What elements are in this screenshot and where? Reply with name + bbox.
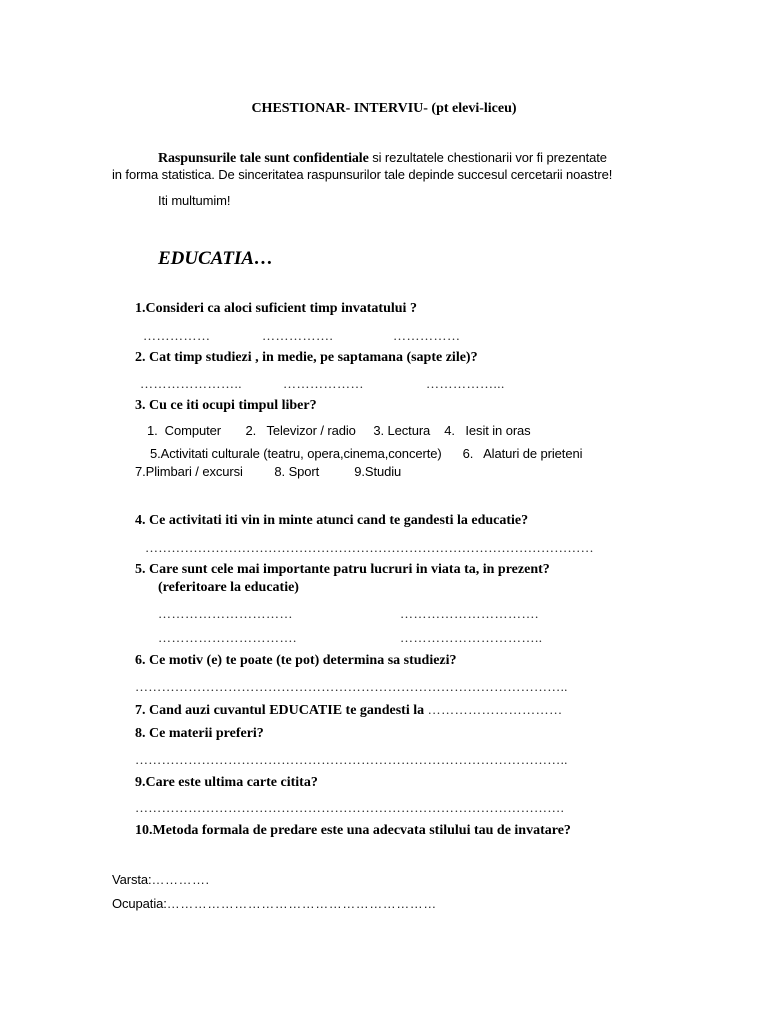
answer-blank[interactable]: ………………………… bbox=[427, 702, 563, 717]
answer-blank[interactable]: ………………………………………………………………………………………… bbox=[145, 540, 594, 555]
intro-bold-text: Raspunsurile tale sunt confidentiale bbox=[158, 151, 369, 166]
occupation-line bbox=[112, 896, 437, 912]
question-2: 2. Cat timp studiezi , in medie, pe saptamana (sapte zile)? bbox=[135, 350, 478, 365]
question-9: 9.Care este ultima carte citita? bbox=[135, 775, 318, 790]
age-blank[interactable]: …………. bbox=[151, 872, 210, 887]
section-heading: EDUCATIA… bbox=[158, 248, 274, 269]
answer-blank[interactable]: …………………………. bbox=[158, 630, 297, 645]
answer-blank[interactable]: ……………. bbox=[262, 328, 334, 343]
question-6: 6. Ce motiv (e) te poate (te pot) determina sa studiezi? bbox=[135, 653, 457, 668]
options-line-3: 7.Plimbari / excursi 8. Sport 9.Studiu bbox=[135, 464, 402, 479]
answer-blank[interactable]: ……………… bbox=[283, 376, 364, 391]
document-title: CHESTIONAR- INTERVIU- (pt elevi-liceu) bbox=[251, 101, 517, 116]
intro-rest-text: si rezultatele chestionarii vor fi prezentate bbox=[368, 150, 607, 165]
question-3: 3. Cu ce iti ocupi timpul liber? bbox=[135, 398, 317, 413]
question-1: 1.Consideri ca aloci suficient timp invatatului ? bbox=[135, 301, 417, 316]
question-5-subtitle: (referitoare la educatie) bbox=[158, 580, 299, 595]
answer-blank[interactable]: …………… bbox=[143, 328, 211, 343]
answer-blank[interactable]: ………………………….. bbox=[400, 630, 543, 645]
options-line-2: 5.Activitati culturale (teatru, opera,cinema,concerte) 6. Alaturi de prieteni bbox=[150, 446, 583, 461]
answer-blank[interactable]: …………… bbox=[393, 328, 461, 343]
answer-blank[interactable]: ………………………… bbox=[158, 606, 293, 621]
answer-blank[interactable]: ……………………………………………………………………………………. bbox=[135, 800, 565, 815]
question-5: 5. Care sunt cele mai importante patru lucruri in viata ta, in prezent? bbox=[135, 562, 550, 577]
question-10: 10.Metoda formala de predare este una adecvata stilului tau de invatare? bbox=[135, 823, 571, 838]
options-line-1: 1. Computer 2. Televizor / radio 3. Lectura 4. Iesit in oras bbox=[147, 423, 531, 438]
intro-line-1 bbox=[158, 150, 607, 167]
intro-line-2: in forma statistica. De sinceritatea raspunsurilor tale depinde succesul cercetarii noastre! bbox=[112, 167, 613, 182]
answer-blank[interactable]: ……………... bbox=[426, 376, 505, 391]
age-line bbox=[112, 872, 210, 888]
answer-blank[interactable]: …………………………………………………………………………………….. bbox=[135, 752, 568, 767]
thanks-text: Iti multumim! bbox=[158, 193, 231, 208]
answer-blank[interactable]: …………………………. bbox=[400, 606, 539, 621]
occupation-label: Ocupatia: bbox=[112, 896, 167, 911]
question-7-line bbox=[135, 702, 563, 719]
age-label: Varsta: bbox=[112, 872, 152, 887]
occupation-blank[interactable]: …………………………………………………… bbox=[166, 896, 437, 911]
question-7: 7. Cand auzi cuvantul EDUCATIE te gandesti la bbox=[135, 703, 425, 718]
question-4: 4. Ce activitati iti vin in minte atunci cand te gandesti la educatie? bbox=[135, 513, 529, 528]
question-8: 8. Ce materii preferi? bbox=[135, 726, 264, 741]
answer-blank[interactable]: ………………….. bbox=[140, 376, 242, 391]
answer-blank[interactable]: …………………………………………………………………………………….. bbox=[135, 679, 568, 694]
